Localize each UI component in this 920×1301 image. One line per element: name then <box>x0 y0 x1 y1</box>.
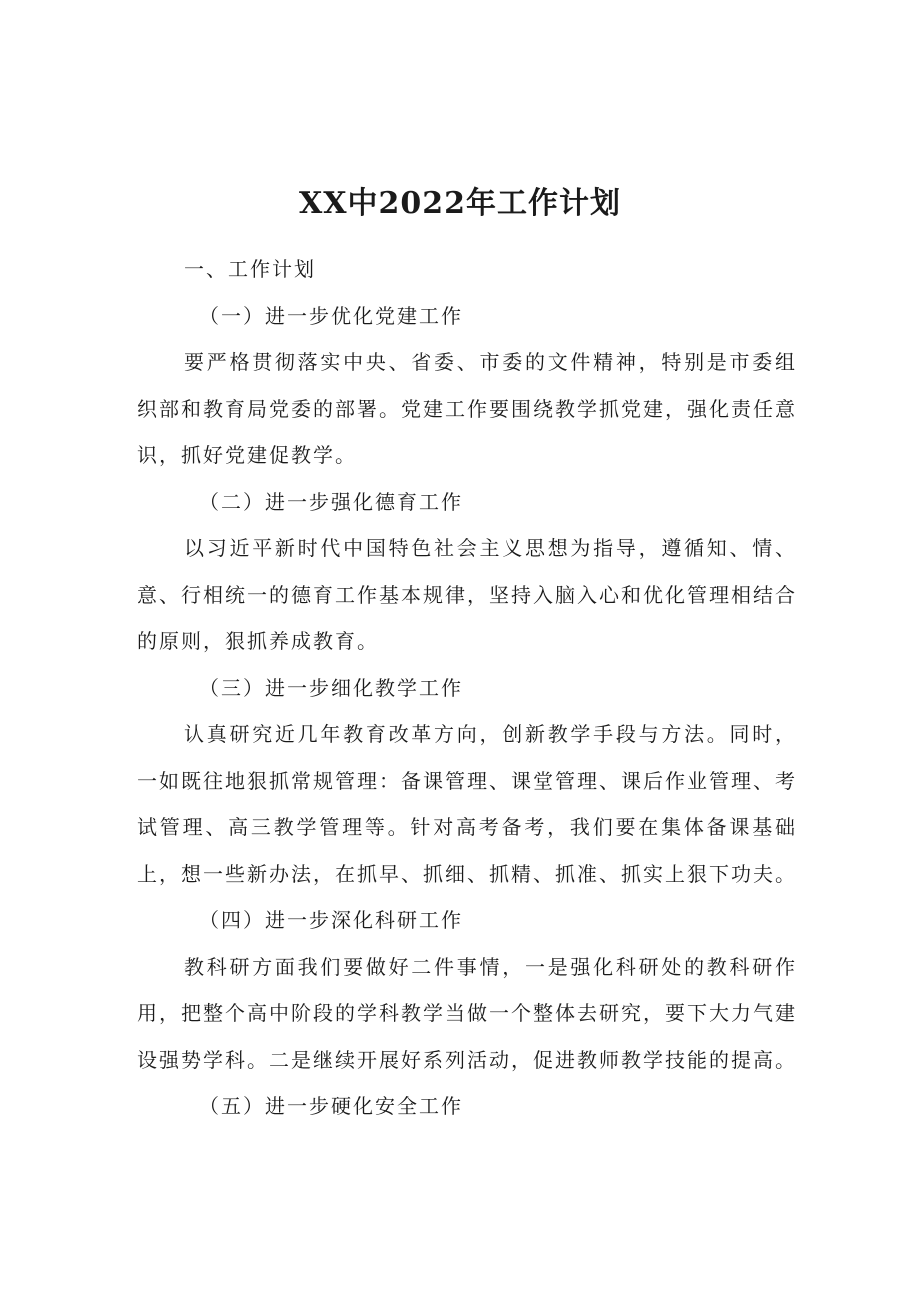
paragraph: 教科研方面我们要做好二件事情，一是强化科研处的教科研作用，把整个高中阶段的学科教学当做一个整体去研究，要下大力气建设强势学科。二是继续开展好系列活动，促进教师教学技能的提高。 <box>137 954 797 1072</box>
document-body <box>137 246 797 1130</box>
subsection-heading: （五）进一步硬化安全工作 <box>199 1094 463 1118</box>
paragraph: 要严格贯彻落实中央、省委、市委的文件精神，特别是市委组织部和教育局党委的部署。党建工作要围绕教学抓党建，强化责任意识，抓好党建促教学。 <box>137 350 797 467</box>
subsection-heading: （四）进一步深化科研工作 <box>199 908 463 932</box>
document-title: XX中2022年工作计划 <box>298 186 622 221</box>
subsection-heading: （一）进一步优化党建工作 <box>199 303 463 328</box>
subsection-heading: （二）进一步强化德育工作 <box>199 489 463 514</box>
section-heading: 一、工作计划 <box>184 257 316 281</box>
subsection-heading: （三）进一步细化教学工作 <box>199 675 463 700</box>
paragraph: 以习近平新时代中国特色社会主义思想为指导，遵循知、情、意、行相统一的德育工作基本规律，坚持入脑入心和优化管理相结合的原则，狠抓养成教育。 <box>137 536 797 653</box>
paragraph: 认真研究近几年教育改革方向，创新教学手段与方法。同时，一如既往地狠抓常规管理：备课管理、课堂管理、课后作业管理、考试管理、高三教学管理等。针对高考备考，我们要在集体备课基础上，想一些新办法，在抓早、抓细、抓精、抓准、抓实上狠下功夫。 <box>137 722 797 886</box>
